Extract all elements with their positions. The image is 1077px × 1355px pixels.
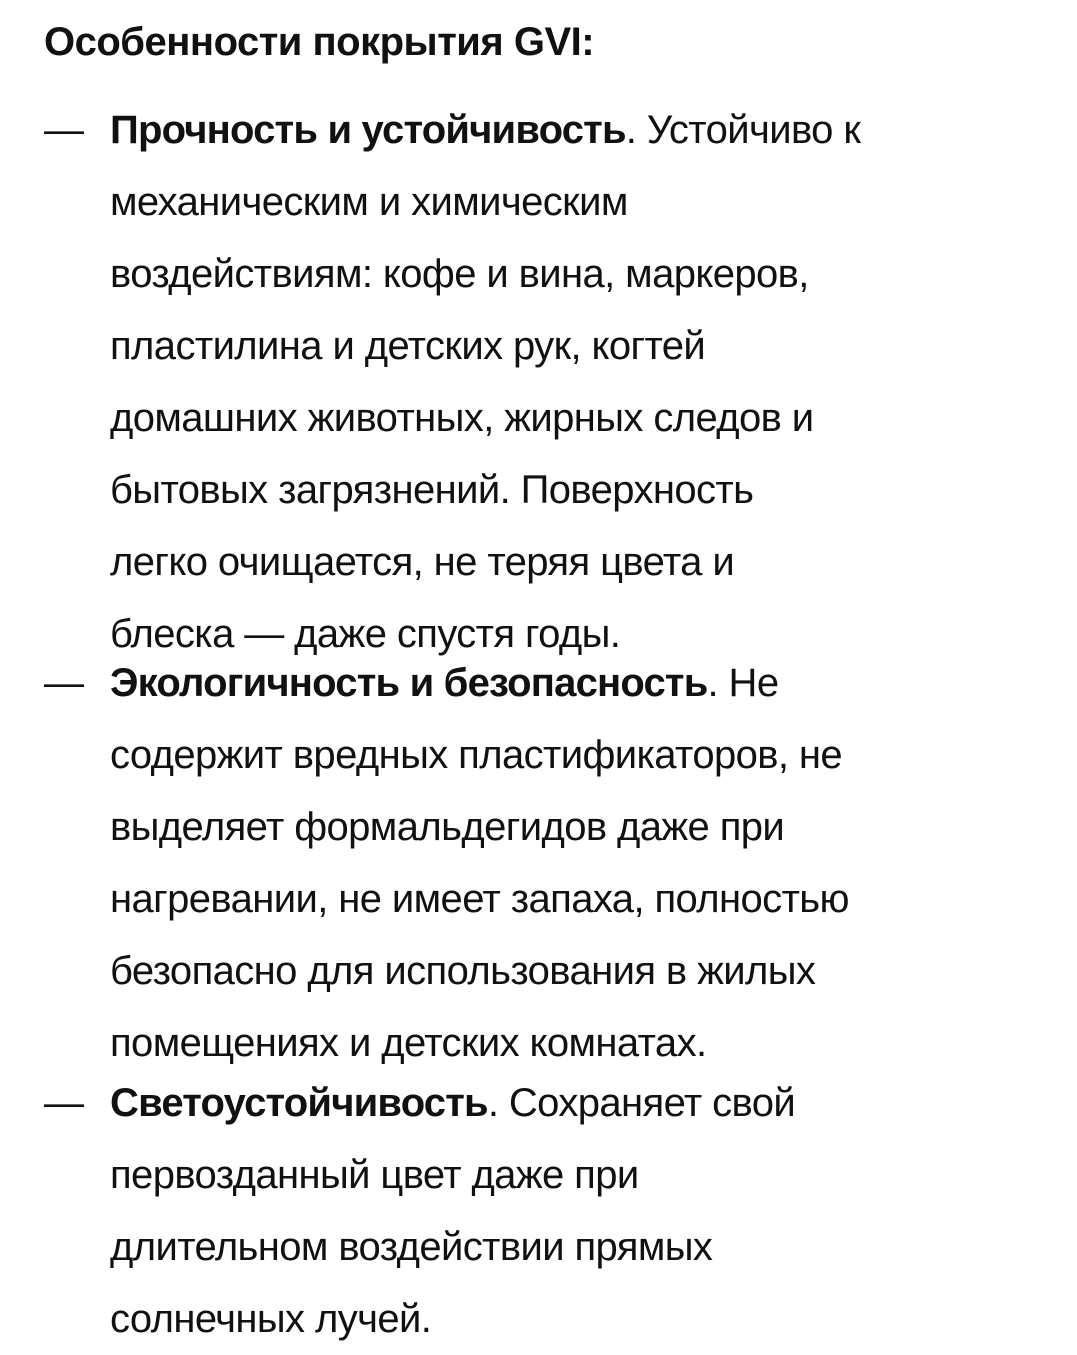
feature-first-line-rest: . Не [707,661,779,705]
feature-line: первозданный цвет даже при [110,1153,639,1197]
feature-line: помещениях и детских комнатах. [110,1021,707,1065]
feature-first-line-rest: . Устойчиво к [625,108,861,152]
em-dash-bullet: — [44,1081,84,1125]
em-dash-bullet: — [44,108,84,152]
feature-line: нагревании, не имеет запаха, полностью [110,877,849,921]
feature-text [110,647,1070,1079]
feature-line: длительном воздействии прямых [110,1225,713,1269]
feature-line: механическим и химическим [110,180,628,224]
feature-line: безопасно для использования в жилых [110,949,816,993]
feature-first-line-rest: . Сохраняет свой [487,1081,796,1125]
feature-term: Экологичность и безопасность [110,661,708,705]
feature-line: содержит вредных пластификаторов, не [110,733,843,777]
feature-text [110,94,1070,670]
feature-line: выделяет формальдегидов даже при [110,805,785,849]
feature-line: бытовых загрязнений. Поверхность [110,468,754,512]
feature-line: пластилина и детских рук, когтей [110,324,706,368]
page-title: Особенности покрытия GVI: [44,20,595,64]
feature-text [110,1067,1070,1355]
feature-first-line [110,94,1070,166]
feature-term: Прочность и устойчивость [110,108,626,152]
feature-line: солнечных лучей. [110,1297,432,1341]
feature-line: блеска — даже спустя годы. [110,612,621,656]
feature-first-line [110,647,1070,719]
feature-line: домашних животных, жирных следов и [110,396,814,440]
feature-line: воздействиям: кофе и вина, маркеров, [110,252,809,296]
feature-line: легко очищается, не теряя цвета и [110,540,735,584]
em-dash-bullet: — [44,661,84,705]
feature-term: Светоустойчивость [110,1081,488,1125]
feature-first-line [110,1067,1070,1139]
